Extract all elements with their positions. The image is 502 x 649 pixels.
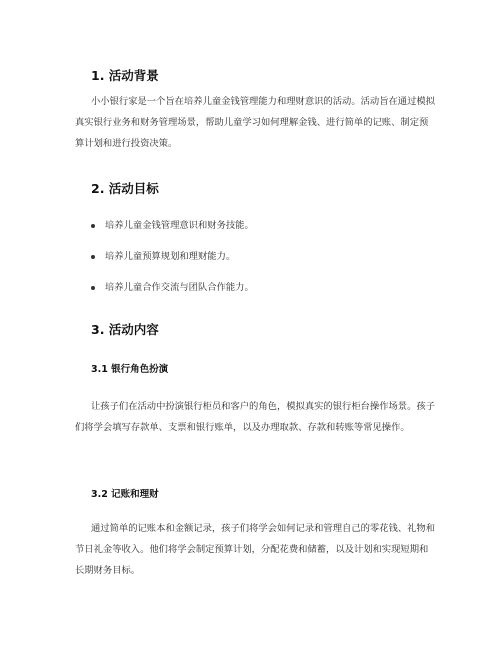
bullet-icon [91,224,95,228]
goal-text: 培养儿童合作交流与团队合作能力。 [105,282,254,293]
goal-text: 培养儿童预算规划和理财能力。 [105,251,236,262]
section-heading-goals: 2. 活动目标 [91,181,159,196]
bullet-icon [91,286,95,290]
background-paragraph: 小小银行家是一个旨在培养儿童金钱管理能力和理财意识的活动。活动旨在通过模拟真实银行业务和财务管理场景，帮助儿童学习如何理解金钱、进行简单的记账、制定预算计划和进行投资决策。 [75,96,435,149]
goal-text: 培养儿童金钱管理意识和财务技能。 [105,220,254,231]
section-heading-content: 3. 活动内容 [91,322,159,337]
role-play-paragraph: 让孩子们在活动中扮演银行柜员和客户的角色，模拟真实的银行柜台操作场景。孩子们将学会填写存款单、支票和银行账单，以及办理取款、存款和转账等常见操作。 [75,401,435,433]
bullet-icon [91,255,95,259]
section-heading-background: 1. 活动背景 [91,68,159,83]
accounting-paragraph: 通过简单的记账本和金额记录，孩子们将学会如何记录和管理自己的零花钱、礼物和节日礼金等收入。他们将学会制定预算计划，分配花费和储蓄，以及计划和实现短期和长期财务目标。 [75,523,435,576]
subsection-heading-accounting: 3.2 记账和理财 [91,489,159,500]
subsection-heading-role-play: 3.1 银行角色扮演 [91,364,169,375]
